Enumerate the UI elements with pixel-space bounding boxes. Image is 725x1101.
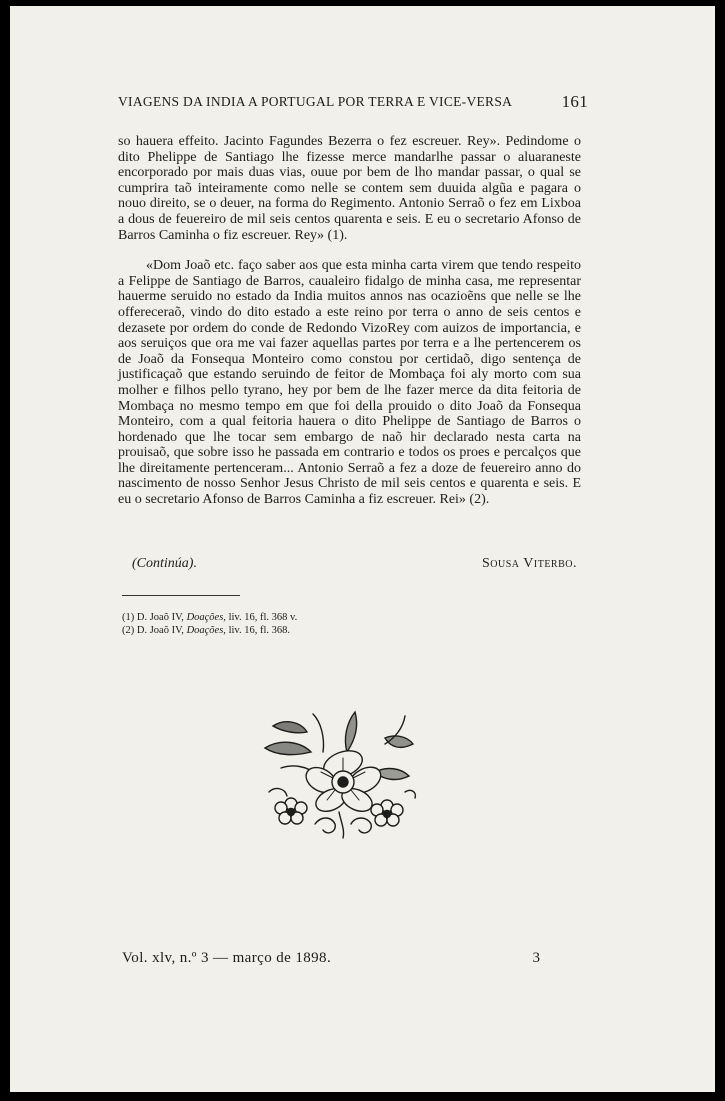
page-footer: [122, 950, 540, 967]
continued-note: (Continúa).: [132, 556, 197, 571]
footnote-location: liv. 16, fl. 368 v.: [228, 612, 298, 623]
author-signature: Sousa Viterbo.: [482, 556, 577, 571]
paragraph: so hauera effeito. Jacinto Fagundes Bezerra o fez escreuer. Rey». Pedindome o dito Phelippe de Santiago lhe fizesse merce mandarlhe passar o aluaraneste encorporado por mais duas vias, ouue por bem de lho mandar passar, o qual se cumprira taõ inteiramente como nelle se contem sem duuida algũa e pagara o nouo direito, se o deuer, na forma do Regimento. Antonio Serraõ o fez em Lixboa a dous de feuereiro de mil seis centos quarenta e seis. E eu o secretario Afonso de Barros Caminha o fiz escreuer. Rey» (1).: [118, 134, 581, 243]
journal-page: [10, 6, 715, 1092]
paragraph: «Dom Joaõ etc. faço saber aos que esta minha carta virem que tendo respeito a Felippe de Santiago de Barros, caualeiro fidalgo de minha casa, me representar hauerme seruido no estado da India muitos annos nas ocazioẽns que nelle se lhe offereceraõ, vindo do dito estado a este reino por terra o anno de seis centos e dezasete por ordem do conde de Redondo VizoRey com auizos de importancia, e aos seruiços que ora me vai fazer aquellas partes por terra e a lhe pertencerem os de Joaõ da Fonsequa Monteiro como constou por certidaõ, digo sentença de justificaçaõ que estando seruindo de feitor de Mombaça foi aly morto com sua molher e filhos pello tyrano, hey por bem de lhe fazer merce da dita feitoria de Mombaça no mesmo tempo em que foi della prouido o dito Joaõ da Fonsequa Monteiro, com a qual feitoria hauera o dito Phelippe de Santiago de Barros o hordenado que lhe tocar sem embargo de naõ hir declarado nesta carta na prouisaõ, que sobre isso he passada em contrario e todos os proes e percalços que lhe direitamente pertenceram... Antonio Serraõ a fez a doze de feuereiro anno do nascimento de nosso Senhor Jesus Christo de mil seis centos e quarenta e seis. E eu o secretario Afonso de Barros Caminha a fiz escreuer. Rei» (2).: [118, 258, 581, 508]
footnote-mark: (1): [122, 612, 135, 623]
footnote: [122, 625, 297, 638]
page-number: 161: [561, 92, 588, 111]
running-title: VIAGENS DA INDIA A PORTUGAL POR TERRA E VICE-VERSA: [118, 94, 513, 109]
closing-row: [118, 556, 581, 574]
footnotes: [122, 612, 297, 637]
footnote-ref: D. Joaõ IV,: [136, 612, 184, 623]
footnote-mark: (2): [122, 624, 135, 636]
footnote-location: liv. 16, fl. 368.: [228, 624, 291, 636]
running-header: [118, 94, 588, 110]
article-body: [118, 134, 581, 508]
volume-info: Vol. xlv, n.º 3 — março de 1898.: [122, 950, 332, 966]
footnote-work: Doações,: [186, 624, 226, 636]
footnote-divider: [122, 595, 240, 596]
footnote: [122, 612, 297, 625]
signature-mark: 3: [532, 950, 540, 966]
footnote-work: Doações,: [186, 612, 226, 623]
footnote-ref: D. Joaõ IV,: [136, 624, 184, 636]
floral-ornament-icon: [255, 708, 425, 840]
